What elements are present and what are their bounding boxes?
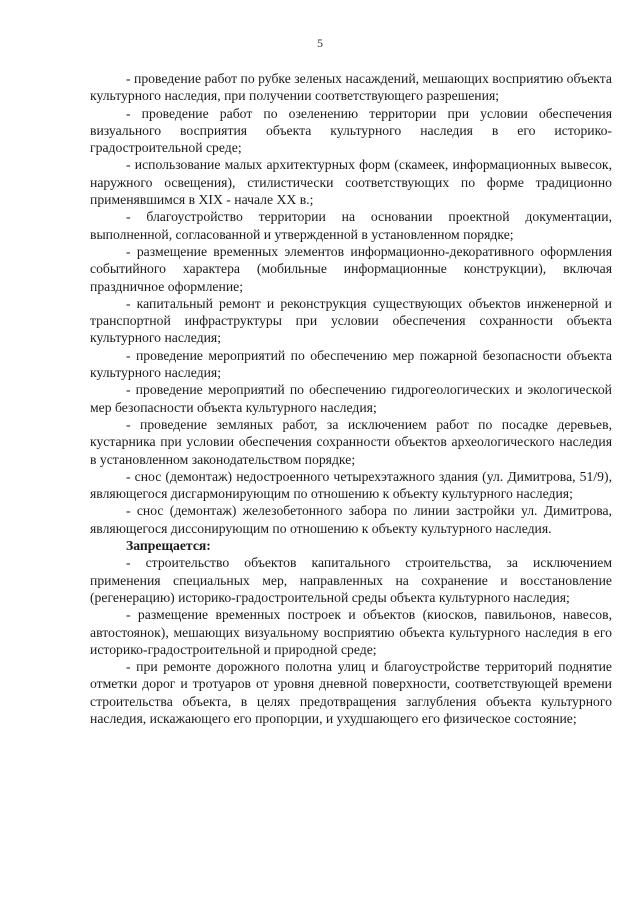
permitted-item-6: - капитальный ремонт и реконструкция существующих объектов инженерной и транспортной инфраструктуры при условии обеспечения сохранности объекта культурного наследия; bbox=[90, 295, 612, 346]
permitted-item-11: - снос (демонтаж) железобетонного забора по линии застройки ул. Димитрова, являющегося диссонирующим по отношению к объекту культурного наследия. bbox=[90, 503, 612, 536]
permitted-item-3: - использование малых архитектурных форм (скамеек, информационных вывесок, наружного освещения), стилистически соответствующих по форме традиционно применявшимся в XIX - начале XX в.; bbox=[90, 157, 612, 208]
permitted-item-5: - размещение временных элементов информационно-декоративного оформления событийного характера (мобильные информационные конструкции), включая праздничное оформление; bbox=[90, 243, 612, 294]
document-body bbox=[90, 70, 612, 727]
permitted-item-7: - проведение мероприятий по обеспечению мер пожарной безопасности объекта культурного наследия; bbox=[90, 347, 612, 381]
permitted-item-9: - проведение земляных работ, за исключением работ по посадке деревьев, кустарника при условии обеспечения сохранности объектов археологического наследия в установленном законодательством порядке; bbox=[90, 416, 612, 467]
prohibited-item-3: - при ремонте дорожного полотна улиц и благоустройстве территорий поднятие отметки дорог и тротуаров от уровня дневной поверхности, соответствующей времени строительства объекта, в целях предотвращения заглубления объекта культурного наследия, искажающего его пропорции, и ухудшающего его физическое состояние; bbox=[90, 659, 612, 726]
permitted-item-8: - проведение мероприятий по обеспечению гидрогеологических и экологической мер безопасности объекта культурного наследия; bbox=[90, 382, 612, 415]
prohibited-heading: Запрещается: bbox=[126, 538, 211, 554]
permitted-item-2: - проведение работ по озеленению территории при условии обеспечения визуального восприятия объекта культурного наследия в его историко-градостроительной среде; bbox=[90, 105, 612, 156]
prohibited-item-2: - размещение временных построек и объектов (киосков, павильонов, навесов, автостоянок), мешающих визуальному восприятию объекта культурного наследия в его историко-градостроительной и природной среде; bbox=[90, 607, 612, 657]
permitted-item-10: - снос (демонтаж) недостроенного четырехэтажного здания (ул. Димитрова, 51/9), являющегося дисгармонирующим по отношению к объекту культурного наследия; bbox=[90, 468, 612, 502]
prohibited-item-1: - строительство объектов капитального строительства, за исключением применения специальных мер, направленных на сохранение и восстановление (регенерацию) историко-градостроительной среды объекта культурного наследия; bbox=[90, 555, 612, 605]
page-number: 5 bbox=[317, 36, 323, 50]
permitted-item-1: - проведение работ по рубке зеленых насаждений, мешающих восприятию объекта культурного наследия, при получении соответствующего разрешения; bbox=[90, 71, 612, 104]
permitted-item-4: - благоустройство территории на основании проектной документации, выполненной, согласованной и утвержденной в установленном порядке; bbox=[90, 209, 612, 242]
